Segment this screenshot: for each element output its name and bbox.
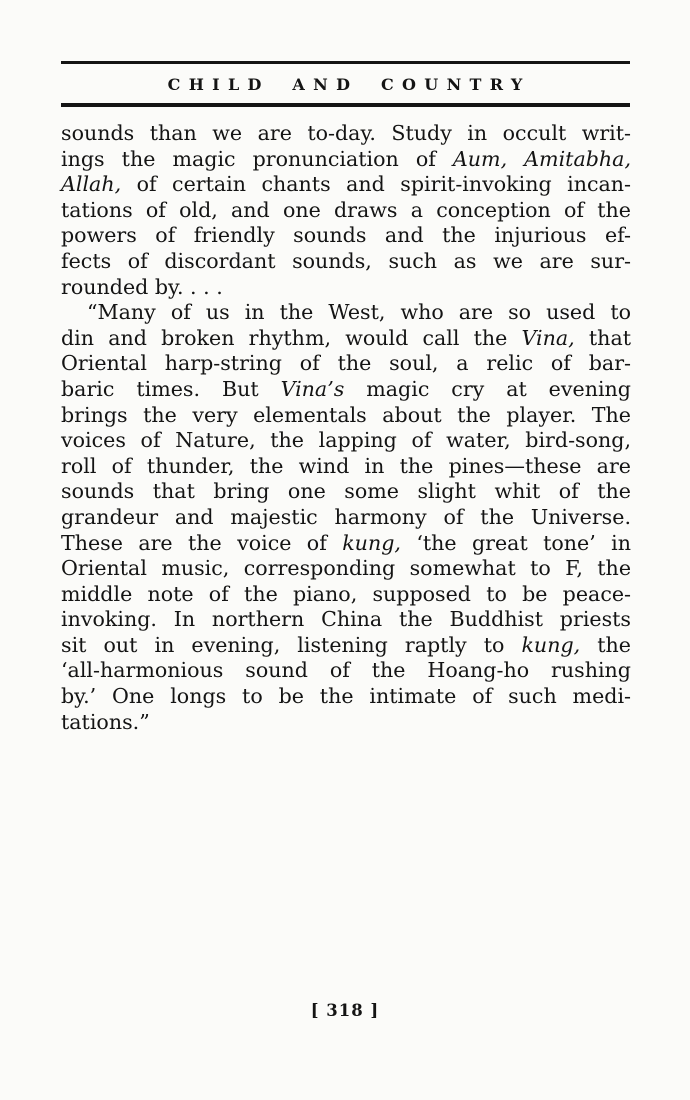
text-line: Oriental music, corresponding somewhat to F, the bbox=[61, 556, 631, 581]
text-line: grandeur and majestic harmony of the Universe. bbox=[61, 504, 631, 529]
text-line: sounds than we are to-day. Study in occult writ- bbox=[61, 121, 631, 145]
text-line: tations of old, and one draws a conception of the bbox=[61, 197, 631, 222]
text-line: roll of thunder, the wind in the pines—these are bbox=[61, 453, 631, 478]
text-line: tations.” bbox=[61, 709, 150, 734]
page-number: [ 318 ] bbox=[310, 1001, 380, 1020]
text-line: powers of friendly sounds and the injurious ef- bbox=[61, 223, 631, 248]
text-line: middle note of the piano, supposed to be peace- bbox=[61, 581, 631, 606]
text-line: rounded by. . . . bbox=[61, 274, 223, 299]
text-line: baric times. But Vina’s magic cry at evening bbox=[61, 376, 631, 401]
text-line: sit out in evening, listening raptly to kung, the bbox=[61, 632, 631, 657]
text-line: din and broken rhythm, would call the Vina, that bbox=[61, 325, 631, 350]
text-line: brings the very elementals about the player. The bbox=[61, 402, 631, 427]
text-line: by.’ One longs to be the intimate of such medi- bbox=[61, 684, 631, 709]
text-line: ‘all-harmonious sound of the Hoang-ho rushing bbox=[61, 658, 631, 683]
text-line: Oriental harp-string of the soul, a relic of bar- bbox=[61, 351, 631, 376]
text-line: “Many of us in the West, who are so used to bbox=[87, 300, 631, 325]
header-rule-top bbox=[61, 61, 630, 64]
text-line: sounds that bring one some slight whit of the bbox=[61, 479, 631, 504]
text-line: invoking. In northern China the Buddhist priests bbox=[61, 607, 631, 632]
text-line: voices of Nature, the lapping of water, bird-song, bbox=[61, 428, 631, 453]
text-line: These are the voice of kung, ‘the great tone’ in bbox=[61, 530, 631, 555]
body-text bbox=[61, 121, 631, 735]
running-head-title: CHILD AND COUNTRY bbox=[167, 75, 531, 94]
text-line: ings the magic pronunciation of Aum, Amitabha, bbox=[61, 146, 631, 171]
paragraph bbox=[61, 300, 631, 735]
header-rule-bottom bbox=[61, 103, 630, 107]
paragraph bbox=[61, 121, 631, 300]
text-line: fects of discordant sounds, such as we are sur- bbox=[61, 248, 631, 273]
text-line: Allah, of certain chants and spirit-invoking incan- bbox=[61, 172, 631, 197]
